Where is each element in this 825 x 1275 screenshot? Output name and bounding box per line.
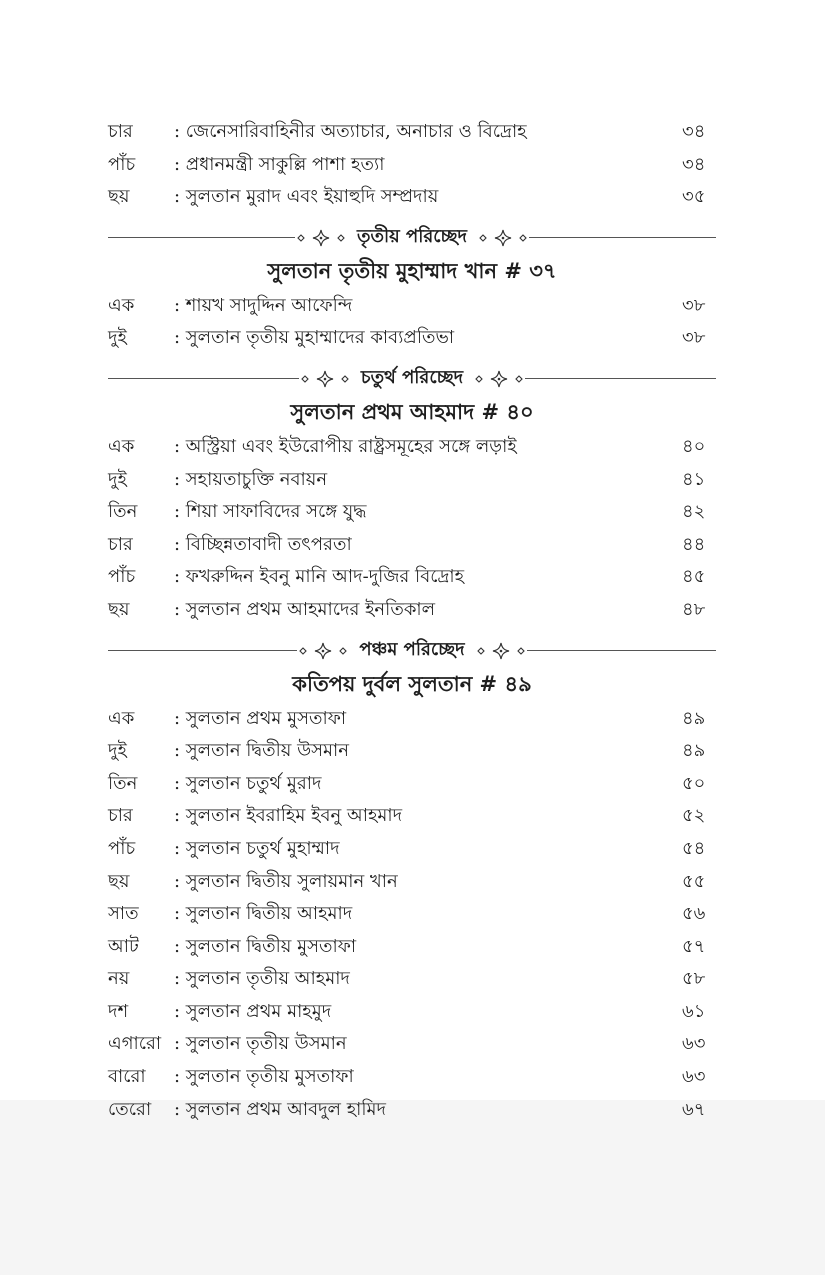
entry-number: দুই (108, 740, 127, 762)
chapter-title: কতিপয় দুর্বল সুলতান # ৪৯ (292, 670, 532, 696)
toc-entry (108, 931, 716, 964)
entry-page-number: ৫০ (682, 772, 706, 794)
table-of-contents (108, 116, 716, 1126)
entry-title: : অস্ট্রিয়া এবং ইউরোপীয় রাষ্ট্রসমূহের সঙ্গে লড়াই (174, 435, 517, 457)
entry-page-number: ৬১ (682, 1000, 706, 1022)
entry-number: এক (108, 707, 135, 729)
toc-entry (108, 833, 716, 866)
divider-right (527, 650, 716, 651)
toc-entry (108, 1094, 716, 1127)
entry-page-number: ৪১ (682, 468, 706, 490)
entry-number: দশ (108, 1000, 129, 1022)
toc-entry (108, 149, 716, 182)
toc-entry (108, 1061, 716, 1094)
chapter-header (108, 223, 716, 253)
entry-page-number: ৬৩ (682, 1066, 706, 1088)
toc-section (108, 636, 716, 1127)
entry-number: আট (108, 935, 139, 957)
ornament-left-icon (295, 228, 347, 248)
entry-page-number: ৫৫ (682, 870, 706, 892)
toc-entry (108, 866, 716, 899)
entry-number: চার (108, 805, 133, 827)
entry-page-number: ৩৪ (682, 153, 706, 175)
entry-number: ছয় (108, 870, 130, 892)
page-bottom-shade (0, 1100, 825, 1275)
entry-title: : প্রধানমন্ত্রী সাকুল্লি পাশা হত্যা (174, 153, 385, 175)
entry-page-number: ৫৭ (682, 935, 706, 957)
chapter-label: পঞ্চম পরিচ্ছেদ (359, 639, 465, 661)
toc-entry (108, 963, 716, 996)
toc-section (108, 116, 716, 214)
entry-number: এক (108, 435, 135, 457)
toc-entry (108, 290, 716, 323)
chapter-label: চতুর্থ পরিচ্ছেদ (360, 367, 464, 389)
toc-entry (108, 322, 716, 355)
toc-entry (108, 735, 716, 768)
toc-entry (108, 594, 716, 627)
entry-page-number: ৪২ (682, 501, 706, 523)
entry-title: : সুলতান তৃতীয় উসমান (174, 1033, 347, 1055)
toc-entry (108, 116, 716, 149)
entry-title: : সুলতান তৃতীয় আহমাদ (174, 968, 350, 990)
chapter-header (108, 636, 716, 666)
entry-number: ছয় (108, 598, 130, 620)
entry-page-number: ৫৪ (682, 837, 706, 859)
ornament-right-icon (473, 369, 525, 389)
toc-entry (108, 996, 716, 1029)
entry-number: পাঁচ (108, 153, 136, 175)
entry-page-number: ৬৭ (682, 1098, 706, 1120)
entry-page-number: ৪৮ (682, 598, 706, 620)
entry-title: : সুলতান ইবরাহিম ইবনু আহমাদ (174, 805, 403, 827)
toc-entry (108, 529, 716, 562)
entry-number: ছয় (108, 186, 130, 208)
entry-title: : সুলতান তৃতীয় মুসতাফা (174, 1066, 354, 1088)
chapter-title: সুলতান প্রথম আহমাদ # ৪০ (290, 398, 534, 424)
toc-entry (108, 561, 716, 594)
entry-page-number: ৪৪ (682, 533, 706, 555)
ornament-right-icon (475, 641, 527, 661)
entry-title: : সহায়তাচুক্তি নবায়ন (174, 468, 328, 490)
entry-title: : শিয়া সাফাবিদের সঙ্গে যুদ্ধ (174, 501, 367, 523)
toc-entry (108, 181, 716, 214)
toc-entry (108, 464, 716, 497)
entry-number: এগারো (108, 1033, 162, 1055)
entry-title: : সুলতান মুরাদ এবং ইয়াহুদি সম্প্রদায় (174, 186, 439, 208)
toc-entry (108, 768, 716, 801)
ornament-right-icon (477, 228, 529, 248)
toc-entry (108, 898, 716, 931)
entry-number: দুই (108, 327, 127, 349)
toc-entry (108, 431, 716, 464)
entry-title: : সুলতান প্রথম মাহমুদ (174, 1000, 332, 1022)
entry-title: : সুলতান চতুর্থ মুহাম্মাদ (174, 837, 340, 859)
ornament-left-icon (297, 641, 349, 661)
entry-title: : সুলতান তৃতীয় মুহাম্মাদের কাব্যপ্রতিভা (174, 327, 455, 349)
divider-right (529, 237, 716, 238)
entry-title: : সুলতান দ্বিতীয় আহমাদ (174, 903, 353, 925)
toc-entry (108, 703, 716, 736)
entry-page-number: ৩৪ (682, 121, 706, 142)
entry-title: : শায়খ সাদুদ্দিন আফেন্দি (174, 294, 353, 316)
entry-page-number: ৩৫ (682, 186, 706, 208)
entry-page-number: ৪৯ (682, 740, 706, 762)
entry-number: তিন (108, 501, 138, 523)
divider-left (108, 378, 299, 379)
entry-page-number: ৪৯ (682, 707, 706, 729)
divider-left (108, 237, 295, 238)
entry-page-number: ৫৬ (682, 903, 706, 925)
entry-number: তেরো (108, 1098, 152, 1120)
entry-number: চার (108, 121, 133, 142)
entry-title: : সুলতান চতুর্থ মুরাদ (174, 772, 322, 794)
divider-left (108, 650, 297, 651)
entry-number: পাঁচ (108, 837, 136, 859)
entry-number: এক (108, 294, 135, 316)
entry-title: : জেনেসারিবাহিনীর অত্যাচার, অনাচার ও বিদ্রোহ (174, 121, 527, 142)
toc-entry (108, 800, 716, 833)
entry-title: : সুলতান দ্বিতীয় উসমান (174, 740, 349, 762)
entry-title: : সুলতান প্রথম আহমাদের ইনতিকাল (174, 598, 436, 620)
entry-number: পাঁচ (108, 566, 136, 588)
toc-entry (108, 1028, 716, 1061)
entry-number: দুই (108, 468, 127, 490)
toc-entry (108, 496, 716, 529)
chapter-title: সুলতান তৃতীয় মুহাম্মাদ খান # ৩৭ (267, 257, 557, 283)
chapter-header (108, 364, 716, 394)
entry-title: : বিচ্ছিন্নতাবাদী তৎপরতা (174, 533, 352, 555)
entry-title: : ফখরুদ্দিন ইবনু মানি আদ-দুজির বিদ্রোহ (174, 566, 465, 588)
divider-right (525, 378, 716, 379)
entry-page-number: ৪৫ (682, 566, 706, 588)
entry-title: : সুলতান প্রথম মুসতাফা (174, 707, 347, 729)
entry-page-number: ৩৮ (682, 327, 706, 349)
entry-page-number: ৩৮ (682, 294, 706, 316)
entry-title: : সুলতান প্রথম আবদুল হামিদ (174, 1098, 386, 1120)
entry-title: : সুলতান দ্বিতীয় সুলায়মান খান (174, 870, 398, 892)
ornament-left-icon (299, 369, 351, 389)
entry-number: তিন (108, 772, 138, 794)
entry-page-number: ৪০ (682, 435, 706, 457)
toc-section (108, 364, 716, 627)
entry-number: নয় (108, 968, 130, 990)
entry-number: বারো (108, 1066, 146, 1088)
entry-number: সাত (108, 903, 139, 925)
entry-title: : সুলতান দ্বিতীয় মুসতাফা (174, 935, 357, 957)
entry-page-number: ৫৮ (682, 968, 706, 990)
entry-page-number: ৬৩ (682, 1033, 706, 1055)
entry-number: চার (108, 533, 133, 555)
toc-section (108, 223, 716, 355)
entry-page-number: ৫২ (682, 805, 706, 827)
chapter-label: তৃতীয় পরিচ্ছেদ (356, 226, 468, 248)
